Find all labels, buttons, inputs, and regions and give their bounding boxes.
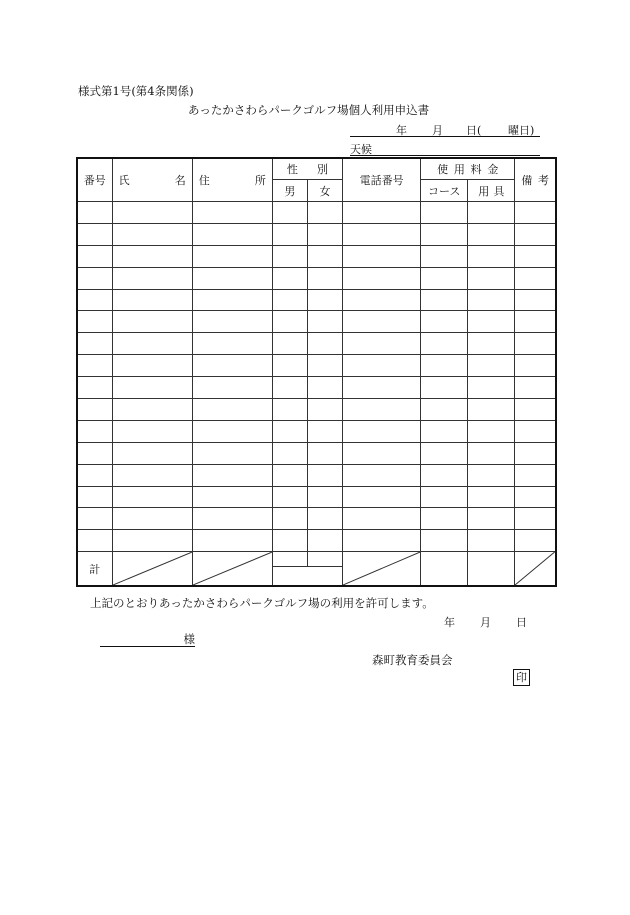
table-cell — [515, 486, 556, 508]
table-cell — [343, 420, 421, 442]
table-cell — [307, 202, 342, 224]
table-cell — [421, 355, 468, 377]
table-cell — [272, 420, 307, 442]
table-cell — [192, 399, 272, 421]
table-cell — [468, 486, 515, 508]
total-row — [77, 552, 556, 587]
table-cell — [192, 333, 272, 355]
table-cell — [192, 508, 272, 530]
table-row — [77, 420, 556, 442]
table-cell — [112, 377, 192, 399]
table-cell — [307, 377, 342, 399]
table-cell — [515, 442, 556, 464]
header-address-b: 所 — [254, 174, 266, 187]
table-cell — [343, 508, 421, 530]
header-gender — [272, 158, 342, 180]
table-cell — [77, 508, 112, 530]
table-cell — [343, 333, 421, 355]
table-cell — [77, 420, 112, 442]
table-row — [77, 355, 556, 377]
header-female: 女 — [307, 180, 342, 202]
table-cell — [421, 442, 468, 464]
table-cell — [468, 530, 515, 552]
header-fee — [421, 158, 515, 180]
table-cell — [77, 333, 112, 355]
table-row — [77, 486, 556, 508]
table-cell — [307, 267, 342, 289]
header-name-b: 名 — [174, 174, 186, 187]
table-cell — [343, 289, 421, 311]
header-male: 男 — [272, 180, 307, 202]
table-cell — [421, 333, 468, 355]
table-cell — [77, 223, 112, 245]
table-row — [77, 202, 556, 224]
header-gender-b: 別 — [317, 163, 328, 176]
header-fee-c: 料 — [470, 163, 482, 176]
table-cell — [272, 530, 307, 552]
table-cell — [343, 223, 421, 245]
application-table — [76, 157, 557, 587]
table-cell — [192, 223, 272, 245]
date-year-label: 年 — [396, 124, 407, 137]
header-equip-b: 具 — [493, 184, 505, 198]
total-equipment-cell — [468, 552, 515, 587]
table-cell — [112, 223, 192, 245]
table-cell — [515, 202, 556, 224]
table-cell — [307, 464, 342, 486]
table-cell — [421, 486, 468, 508]
total-course-cell — [421, 552, 468, 587]
table-cell — [77, 486, 112, 508]
table-cell — [112, 267, 192, 289]
table-cell — [307, 223, 342, 245]
table-cell — [77, 377, 112, 399]
table-cell — [272, 267, 307, 289]
table-cell — [77, 530, 112, 552]
table-row — [77, 442, 556, 464]
table-cell — [192, 355, 272, 377]
table-cell — [307, 530, 342, 552]
table-cell — [77, 355, 112, 377]
table-cell — [421, 508, 468, 530]
table-row — [77, 267, 556, 289]
header-fee-b: 用 — [453, 163, 465, 176]
table-cell — [515, 530, 556, 552]
table-cell — [77, 267, 112, 289]
table-cell — [307, 289, 342, 311]
table-cell — [515, 223, 556, 245]
table-cell — [468, 420, 515, 442]
table-cell — [515, 245, 556, 267]
table-cell — [468, 355, 515, 377]
table-cell — [77, 245, 112, 267]
header-course: コース — [421, 180, 468, 202]
table-cell — [272, 245, 307, 267]
table-cell — [421, 399, 468, 421]
header-name-a: 氏 — [118, 174, 130, 187]
total-name-cell — [112, 552, 192, 587]
table-row — [77, 399, 556, 421]
total-remarks-cell — [515, 552, 556, 587]
table-cell — [307, 486, 342, 508]
application-date-line — [350, 121, 540, 137]
table-cell — [421, 289, 468, 311]
table-cell — [468, 289, 515, 311]
table-cell — [468, 399, 515, 421]
table-cell — [192, 245, 272, 267]
table-cell — [272, 333, 307, 355]
table-cell — [307, 508, 342, 530]
table-cell — [272, 464, 307, 486]
table-cell — [112, 202, 192, 224]
table-cell — [307, 442, 342, 464]
header-equipment — [468, 180, 515, 202]
table-row — [77, 289, 556, 311]
issuer-name: 森町教育委員会 — [372, 653, 453, 667]
table-cell — [272, 311, 307, 333]
table-cell — [468, 311, 515, 333]
header-name — [112, 158, 192, 202]
table-cell — [343, 486, 421, 508]
header-remarks-b: 考 — [538, 174, 549, 187]
permit-month-label: 月 — [480, 616, 491, 629]
table-cell — [112, 245, 192, 267]
total-address-cell — [192, 552, 272, 587]
date-weekday-label: 曜日) — [508, 124, 535, 137]
weather-label: 天候 — [350, 143, 372, 156]
header-number: 番号 — [77, 158, 112, 202]
table-cell — [272, 223, 307, 245]
table-cell — [307, 333, 342, 355]
table-cell — [515, 267, 556, 289]
form-title: あったかさわらパークゴルフ場個人利用申込書 — [188, 103, 430, 117]
permit-statement: 上記のとおりあったかさわらパークゴルフ場の利用を許可します。 — [90, 596, 434, 610]
table-cell — [192, 267, 272, 289]
table-cell — [112, 442, 192, 464]
header-address — [192, 158, 272, 202]
table-cell — [421, 223, 468, 245]
table-cell — [77, 289, 112, 311]
table-row — [77, 245, 556, 267]
table-cell — [77, 311, 112, 333]
table-row — [77, 464, 556, 486]
permit-day-label: 日 — [516, 616, 527, 629]
table-cell — [192, 377, 272, 399]
permit-date — [440, 614, 530, 628]
date-month-label: 月 — [432, 124, 443, 137]
table-row — [77, 311, 556, 333]
table-cell — [515, 377, 556, 399]
table-cell — [307, 399, 342, 421]
table-cell — [343, 245, 421, 267]
table-cell — [468, 464, 515, 486]
table-cell — [421, 377, 468, 399]
table-cell — [343, 311, 421, 333]
header-phone: 電話番号 — [343, 158, 421, 202]
addressee-line — [100, 631, 195, 647]
form-number: 様式第1号(第4条関係) — [78, 84, 194, 98]
table-cell — [343, 267, 421, 289]
table-cell — [343, 530, 421, 552]
table-row — [77, 223, 556, 245]
table-cell — [468, 508, 515, 530]
table-cell — [192, 202, 272, 224]
table-row — [77, 377, 556, 399]
weather-line — [350, 140, 540, 156]
table-cell — [307, 311, 342, 333]
table-cell — [112, 530, 192, 552]
table-cell — [272, 377, 307, 399]
header-remarks — [515, 158, 556, 202]
table-cell — [421, 245, 468, 267]
table-cell — [421, 420, 468, 442]
table-cell — [515, 464, 556, 486]
total-label: 計 — [77, 552, 112, 587]
table-cell — [192, 530, 272, 552]
table-cell — [272, 399, 307, 421]
permit-year-label: 年 — [444, 616, 455, 629]
table-cell — [77, 202, 112, 224]
table-cell — [112, 333, 192, 355]
table-cell — [343, 399, 421, 421]
table-cell — [515, 420, 556, 442]
seal-box: 印 — [513, 669, 530, 686]
table-cell — [515, 399, 556, 421]
table-cell — [421, 464, 468, 486]
date-day-label: 日( — [466, 124, 482, 137]
table-cell — [112, 486, 192, 508]
table-cell — [343, 355, 421, 377]
total-phone-cell — [343, 552, 421, 587]
table-cell — [468, 223, 515, 245]
table-cell — [343, 464, 421, 486]
table-cell — [421, 530, 468, 552]
table-cell — [421, 267, 468, 289]
table-cell — [468, 202, 515, 224]
table-cell — [112, 464, 192, 486]
table-cell — [112, 311, 192, 333]
table-cell — [343, 377, 421, 399]
header-remarks-a: 備 — [521, 174, 533, 187]
table-cell — [468, 267, 515, 289]
table-cell — [468, 245, 515, 267]
table-cell — [515, 355, 556, 377]
table-cell — [272, 442, 307, 464]
header-gender-a: 性 — [286, 163, 298, 176]
header-address-a: 住 — [198, 174, 210, 187]
table-cell — [468, 442, 515, 464]
table-cell — [515, 311, 556, 333]
table-cell — [192, 486, 272, 508]
table-cell — [77, 399, 112, 421]
table-cell — [112, 355, 192, 377]
table-cell — [421, 202, 468, 224]
table-cell — [192, 420, 272, 442]
header-fee-a: 使 — [437, 163, 449, 176]
table-cell — [77, 464, 112, 486]
table-cell — [468, 333, 515, 355]
table-cell — [343, 202, 421, 224]
table-cell — [307, 420, 342, 442]
table-cell — [272, 508, 307, 530]
table-cell — [192, 311, 272, 333]
table-cell — [112, 289, 192, 311]
table-cell — [515, 289, 556, 311]
table-cell — [307, 355, 342, 377]
table-cell — [77, 442, 112, 464]
addressee-suffix: 様 — [183, 632, 195, 646]
table-cell — [421, 311, 468, 333]
table-row — [77, 508, 556, 530]
table-cell — [343, 442, 421, 464]
table-cell — [468, 377, 515, 399]
table-cell — [112, 420, 192, 442]
table-cell — [192, 289, 272, 311]
table-cell — [112, 399, 192, 421]
header-fee-d: 金 — [487, 163, 499, 176]
header-equip-a: 用 — [478, 184, 490, 198]
table-cell — [515, 508, 556, 530]
table-cell — [272, 202, 307, 224]
table-cell — [515, 333, 556, 355]
table-cell — [272, 289, 307, 311]
table-cell — [192, 464, 272, 486]
table-cell — [307, 245, 342, 267]
table-row — [77, 333, 556, 355]
table-cell — [272, 486, 307, 508]
table-cell — [272, 355, 307, 377]
table-row — [77, 530, 556, 552]
total-gender-cell — [272, 552, 342, 587]
table-cell — [192, 442, 272, 464]
table-cell — [112, 508, 192, 530]
